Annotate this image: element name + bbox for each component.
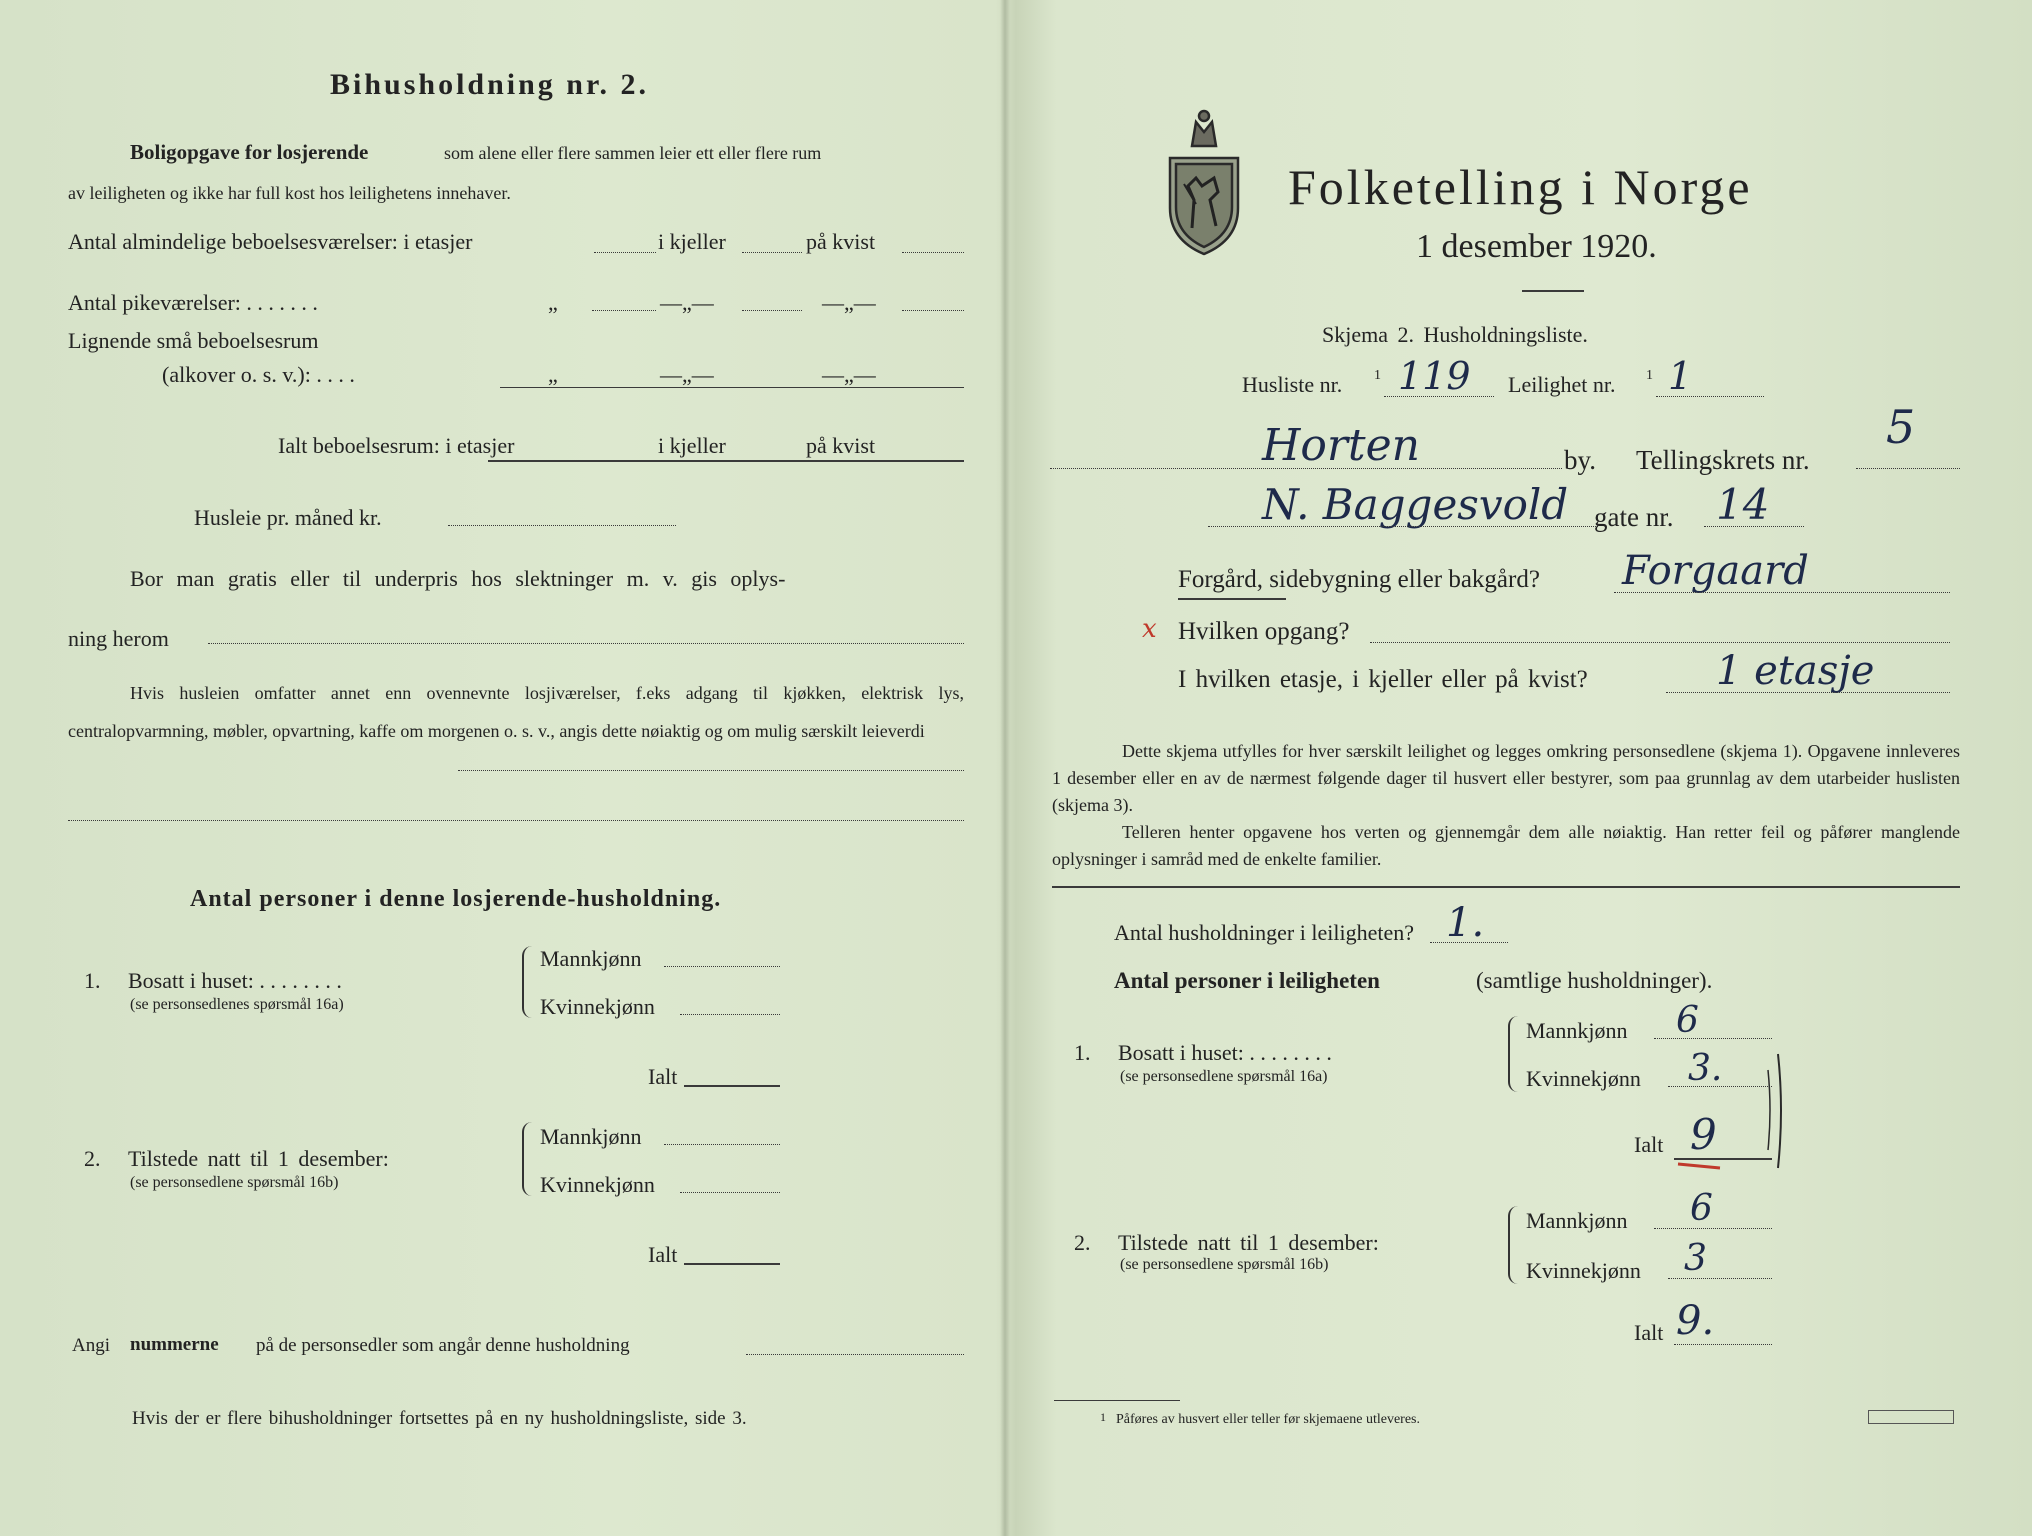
opgang-mark: x (1142, 614, 1157, 644)
forgard-underline (1178, 598, 1286, 600)
left-q1-label: Bosatt i huset: . . . . . . . . (128, 968, 342, 993)
rooms-small-ditto-2: —„— (660, 362, 714, 387)
title-rule (1522, 290, 1584, 292)
right-title: Folketelling i Norge (1288, 159, 1753, 215)
right-q2-female-field[interactable] (1668, 1278, 1772, 1279)
right-q2-number: 2. (1074, 1230, 1091, 1255)
rooms-small-ditto-3: —„— (822, 362, 876, 387)
footnote-text: Påføres av husvert eller teller før skjemaene utleveres. (1116, 1412, 1420, 1427)
intro-line2: av leiligheten og ikke har full kost hos leilighetens innehaver. (68, 183, 511, 203)
husliste-value: 119 (1398, 354, 1471, 398)
total-rooms-label: Ialt beboelsesrum: i etasjer (278, 433, 515, 458)
left-title: Bihusholdning nr. 2. (330, 68, 650, 101)
norwegian-coat-of-arms-icon (1162, 108, 1246, 258)
leilighet-label: Leilighet nr. (1508, 372, 1616, 397)
census-date: 1 desember 1920. (1416, 228, 1657, 265)
husliste-sup: 1 (1374, 368, 1381, 383)
right-q1-male-value: 6 (1676, 1000, 1699, 1041)
left-footer: Hvis der er flere bihusholdninger fortsettes på en ny husholdningsliste, side 3. (132, 1408, 747, 1429)
rooms-maid-kvist-field[interactable] (902, 310, 964, 311)
includes-field-1[interactable] (458, 770, 964, 771)
right-q2-total-value: 9. (1676, 1298, 1715, 1344)
krets-value: 5 (1886, 400, 1916, 454)
right-q1-female-label: Kvinnekjønn (1526, 1066, 1641, 1091)
left-q1-brace (522, 946, 536, 1018)
left-q2-total-field[interactable] (684, 1263, 780, 1265)
rooms-maid-etasjer-field[interactable] (592, 310, 656, 311)
rooms-ordinary-label: Antal almindelige beboelsesværelser: i etasjer (68, 229, 473, 254)
right-q1-female-value: 3. (1688, 1048, 1723, 1089)
right-q2-sub: (se personsedlene spørsmål 16b) (1120, 1256, 1329, 1273)
schema-label: Skjema 2. Husholdningsliste. (1322, 322, 1588, 347)
forgard-field[interactable] (1614, 592, 1950, 593)
right-q1-total-label: Ialt (1634, 1132, 1664, 1157)
town-field[interactable] (1050, 468, 1562, 469)
right-q1-male-label: Mannkjønn (1526, 1018, 1628, 1043)
gate-label: gate nr. (1594, 502, 1674, 532)
right-q1-male-field[interactable] (1654, 1038, 1772, 1039)
husliste-field[interactable] (1384, 396, 1494, 397)
left-q2-male-field[interactable] (664, 1144, 780, 1145)
rooms-small-field[interactable] (500, 387, 964, 388)
instructions-1: Dette skjema utfylles for hver særskilt leilighet og legges omkring personsedlene (skjema 1). Opgavene innleveres 1 desember eller en av de nærmest følgende dager til husvert eller bestyrer, som paa grunnlag av dem utarbeider huslisten (skjema 3). (1052, 741, 1960, 815)
right-q1-sub: (se personsedlene spørsmål 16a) (1120, 1068, 1328, 1085)
free-field[interactable] (208, 643, 964, 644)
left-q2-female-field[interactable] (680, 1192, 780, 1193)
free-line-2: ning herom (68, 626, 169, 651)
intro-rest: som alene eller flere sammen leier ett eller flere rum (444, 143, 822, 163)
left-q1-sub: (se personsedlenes spørsmål 16a) (130, 996, 344, 1013)
right-q2-female-value: 3 (1684, 1238, 1707, 1279)
gate-field[interactable] (1704, 526, 1804, 527)
krets-label: Tellingskrets nr. (1636, 445, 1810, 475)
rooms-small-ditto-1: „ (548, 362, 558, 387)
leilighet-sup: 1 (1646, 368, 1653, 383)
leilighet-value: 1 (1668, 354, 1693, 398)
krets-field[interactable] (1856, 468, 1960, 469)
rooms-maid-ditto-2: —„— (660, 290, 714, 315)
instructions-rule (1052, 886, 1960, 888)
left-q1-total-field[interactable] (684, 1085, 780, 1087)
rooms-ordinary-kvist-field[interactable] (902, 252, 964, 253)
etasje-value: 1 etasje (1716, 648, 1875, 694)
rooms-small-label-2: (alkover o. s. v.): . . . . (162, 362, 355, 387)
right-q2-male-value: 6 (1690, 1188, 1713, 1229)
total-rooms-kjeller-label: i kjeller (658, 433, 726, 458)
rooms-small-label-1: Lignende små beboelsesrum (68, 328, 319, 353)
left-q2-number: 2. (84, 1146, 101, 1171)
free-line-1: Bor man gratis eller til underpris hos slektninger m. v. gis oplys- (130, 566, 786, 591)
numbers-bold: nummerne (130, 1334, 219, 1355)
left-q1-total-label: Ialt (648, 1064, 678, 1089)
right-q2-male-field[interactable] (1654, 1228, 1772, 1229)
right-q2-total-label: Ialt (1634, 1320, 1664, 1345)
total-rooms-kvist-label: på kvist (806, 433, 876, 458)
street-value: N. Baggesvold (1262, 480, 1569, 529)
footnote-rule (1054, 1400, 1180, 1401)
left-q1-female-label: Kvinnekjønn (540, 994, 655, 1019)
rooms-maid-ditto-1: „ (548, 290, 558, 315)
right-q2-brace (1508, 1206, 1522, 1284)
left-q1-female-field[interactable] (680, 1014, 780, 1015)
right-q1-brace (1508, 1016, 1522, 1092)
numbers-pre: Angi (72, 1335, 110, 1356)
left-q2-brace (522, 1122, 536, 1196)
numbers-post: på de personsedler som angår denne husholdning (256, 1335, 630, 1356)
left-q2-total-label: Ialt (648, 1242, 678, 1267)
left-q1-male-label: Mannkjønn (540, 946, 642, 971)
opgang-label: Hvilken opgang? (1178, 618, 1350, 645)
households-value: 1. (1446, 900, 1485, 946)
footnote-mark: 1 (1100, 1410, 1106, 1424)
street-field[interactable] (1208, 526, 1598, 527)
left-q1-male-field[interactable] (664, 966, 780, 967)
rent-field[interactable] (448, 525, 676, 526)
etasje-label: I hvilken etasje, i kjeller eller på kvist? (1178, 666, 1588, 693)
left-persons-title: Antal personer i denne losjerende-husholdning. (190, 886, 722, 912)
instructions-2: Telleren henter opgavene hos verten og gjennemgår dem alle nøiaktig. Han retter feil og påfører manglende oplysninger i samråd med de enkelte familier. (1052, 822, 1960, 869)
right-q2-label: Tilstede natt til 1 desember: (1118, 1230, 1379, 1255)
verification-marks-icon (1656, 1050, 1796, 1180)
page-fold (1000, 0, 1010, 1536)
left-page (0, 0, 1000, 1536)
right-q2-total-field[interactable] (1674, 1344, 1772, 1345)
right-q1-label: Bosatt i huset: . . . . . . . . (1118, 1040, 1332, 1065)
includes-field-2[interactable] (68, 820, 964, 821)
rooms-maid-ditto-3: —„— (822, 290, 876, 315)
town-value: Horten (1262, 420, 1420, 471)
right-persons-bold: Antal personer i leiligheten (1114, 968, 1380, 993)
rooms-ordinary-kjeller-label: i kjeller (658, 229, 726, 254)
gate-value: 14 (1716, 480, 1770, 529)
by-label: by. (1564, 445, 1596, 475)
rooms-ordinary-etasjer-field[interactable] (594, 252, 656, 253)
includes-paragraph: Hvis husleien omfatter annet enn ovennevnte losjiværelser, f.eks adgang til kjøkken, elektrisk lys, centralopvarmning, møbler, opvartning, kaffe om morgenen o. s. v., angis dette nøiaktig og om mulig særskilt leieverdi (68, 683, 964, 741)
intro-bold: Boligopgave for losjerende (130, 140, 369, 164)
opgang-field[interactable] (1370, 642, 1950, 643)
households-field[interactable] (1430, 942, 1508, 943)
forgard-value: Forgaard (1622, 548, 1809, 594)
right-q2-female-label: Kvinnekjønn (1526, 1258, 1641, 1283)
rooms-ordinary-kvist-label: på kvist (806, 229, 876, 254)
forgard-label: Forgård, sidebygning eller bakgård? (1178, 566, 1540, 593)
rooms-maid-kjeller-field[interactable] (742, 310, 802, 311)
households-label: Antal husholdninger i leiligheten? (1114, 920, 1414, 945)
right-persons-rest: (samtlige husholdninger). (1476, 968, 1713, 993)
right-q1-number: 1. (1074, 1040, 1091, 1065)
right-q2-male-label: Mannkjønn (1526, 1208, 1628, 1233)
printer-mark-icon (1868, 1410, 1954, 1424)
rooms-ordinary-kjeller-field[interactable] (742, 252, 802, 253)
left-q2-female-label: Kvinnekjønn (540, 1172, 655, 1197)
rent-label: Husleie pr. måned kr. (194, 505, 382, 530)
right-q1-total-value: 9 (1690, 1110, 1717, 1159)
total-rooms-field[interactable] (488, 460, 964, 462)
left-q1-number: 1. (84, 968, 101, 993)
etasje-field[interactable] (1666, 692, 1950, 693)
husliste-label: Husliste nr. (1242, 372, 1343, 397)
left-q2-sub: (se personsedlene spørsmål 16b) (130, 1174, 339, 1191)
rooms-maid-label: Antal pikeværelser: . . . . . . . (68, 290, 318, 315)
left-q2-male-label: Mannkjønn (540, 1124, 642, 1149)
left-q2-label: Tilstede natt til 1 desember: (128, 1146, 389, 1171)
right-page (1010, 0, 2032, 1536)
leilighet-field[interactable] (1656, 396, 1764, 397)
numbers-field[interactable] (746, 1354, 964, 1355)
